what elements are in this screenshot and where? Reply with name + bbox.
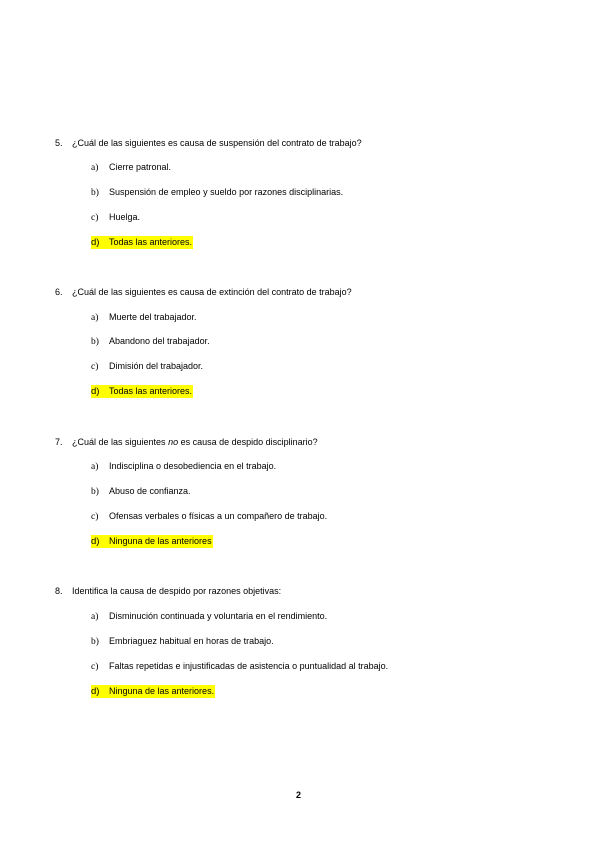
question-5 bbox=[55, 137, 362, 149]
option-letter: a) bbox=[91, 462, 99, 472]
option-letter: a) bbox=[91, 612, 99, 622]
option-letter: a) bbox=[91, 313, 99, 323]
option-6d-highlighted bbox=[91, 385, 193, 398]
option-text: Disminución continuada y voluntaria en el rendimiento. bbox=[109, 611, 328, 621]
option-letter: d) bbox=[91, 386, 100, 397]
option-text: Huelga. bbox=[109, 212, 141, 222]
option-text: Todas las anteriores. bbox=[109, 386, 193, 396]
option-text: Ninguna de las anteriores bbox=[109, 536, 212, 546]
option-letter: d) bbox=[91, 686, 100, 697]
option-text: Indisciplina o desobediencia en el trabajo. bbox=[109, 461, 277, 471]
option-8d-highlighted bbox=[91, 685, 215, 698]
option-8a bbox=[91, 610, 327, 623]
option-7d-highlighted bbox=[91, 535, 213, 548]
option-text: Suspensión de empleo y sueldo por razones disciplinarias. bbox=[109, 187, 344, 197]
option-7c bbox=[91, 510, 327, 523]
option-letter: b) bbox=[91, 487, 99, 497]
question-text-after: es causa de despido disciplinario? bbox=[178, 437, 318, 447]
option-letter: c) bbox=[91, 662, 99, 672]
question-text: ¿Cuál de las siguientes es causa de suspensión del contrato de trabajo? bbox=[72, 138, 362, 148]
option-text: Abuso de confianza. bbox=[109, 486, 191, 496]
option-6c bbox=[91, 360, 203, 373]
option-8c bbox=[91, 660, 388, 673]
question-number: 7. bbox=[55, 437, 63, 447]
option-7b bbox=[91, 485, 191, 498]
option-text: Ofensas verbales o físicas a un compañero de trabajo. bbox=[109, 511, 328, 521]
option-letter: d) bbox=[91, 237, 100, 248]
page-number: 2 bbox=[296, 790, 302, 800]
option-letter: b) bbox=[91, 188, 99, 198]
option-text: Ninguna de las anteriores. bbox=[109, 686, 215, 696]
option-letter: a) bbox=[91, 163, 99, 173]
option-text: Todas las anteriores. bbox=[109, 237, 193, 247]
option-text: Embriaguez habitual en horas de trabajo. bbox=[109, 636, 274, 646]
question-number: 8. bbox=[55, 586, 63, 596]
option-text: Cierre patronal. bbox=[109, 162, 172, 172]
option-5b bbox=[91, 186, 343, 199]
option-6a bbox=[91, 311, 197, 324]
option-5d-highlighted bbox=[91, 236, 193, 249]
option-text: Muerte del trabajador. bbox=[109, 312, 197, 322]
option-6b bbox=[91, 335, 210, 348]
question-number: 6. bbox=[55, 287, 63, 297]
question-text: ¿Cuál de las siguientes es causa de extinción del contrato de trabajo? bbox=[72, 287, 352, 297]
question-number: 5. bbox=[55, 138, 63, 148]
question-text-before: ¿Cuál de las siguientes bbox=[72, 437, 169, 447]
question-8 bbox=[55, 585, 281, 597]
question-6 bbox=[55, 286, 352, 298]
option-5a bbox=[91, 161, 171, 174]
option-7a bbox=[91, 460, 276, 473]
option-8b bbox=[91, 635, 274, 648]
option-letter: b) bbox=[91, 337, 99, 347]
option-letter: c) bbox=[91, 213, 99, 223]
option-letter: c) bbox=[91, 362, 99, 372]
option-letter: c) bbox=[91, 512, 99, 522]
option-letter: b) bbox=[91, 637, 99, 647]
question-text-emphasis: no bbox=[168, 437, 179, 447]
option-text: Abandono del trabajador. bbox=[109, 336, 210, 346]
option-5c bbox=[91, 211, 140, 224]
option-text: Dimisión del trabajador. bbox=[109, 361, 204, 371]
question-text: Identifica la causa de despido por razones objetivas: bbox=[72, 586, 282, 596]
question-7 bbox=[55, 436, 318, 448]
option-text: Faltas repetidas e injustificadas de asistencia o puntualidad al trabajo. bbox=[109, 661, 389, 671]
option-letter: d) bbox=[91, 536, 100, 547]
